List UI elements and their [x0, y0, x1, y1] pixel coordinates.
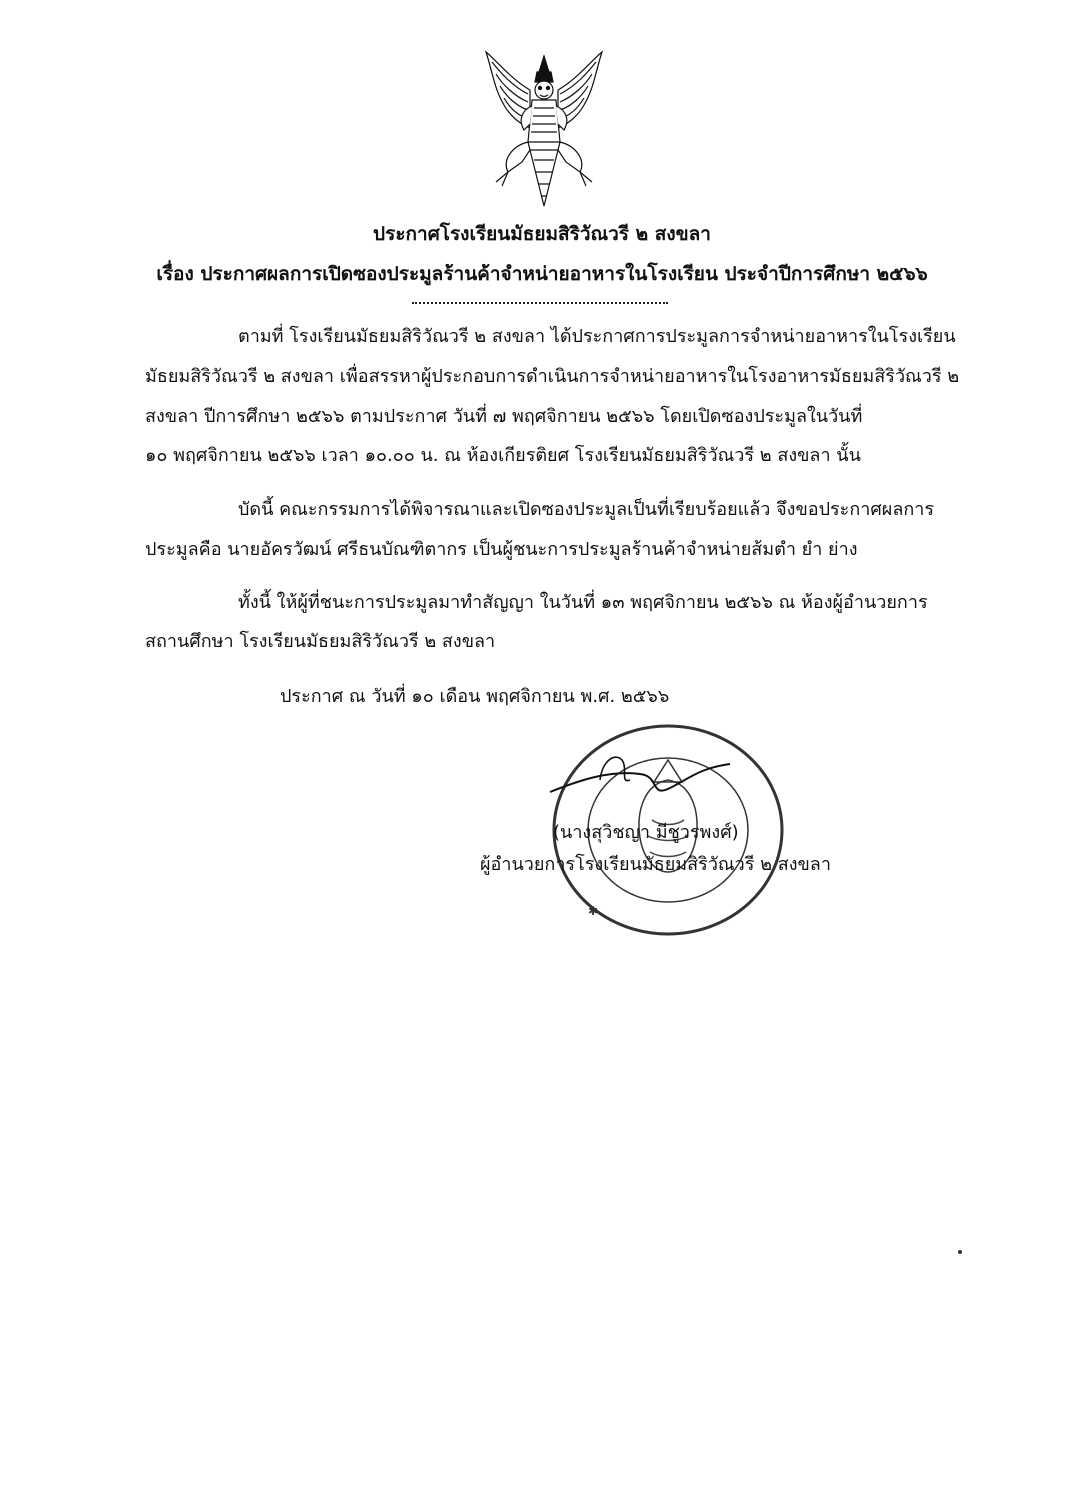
- paragraph-1-line-1: ตามที่ โรงเรียนมัธยมสิริวัณวรี ๒ สงขลา ได้ประกาศการประมูลการจำหน่ายอาหารในโรงเรียน: [238, 326, 956, 347]
- announcement-title: ประกาศโรงเรียนมัธยมสิริวัณวรี ๒ สงขลา: [373, 223, 711, 245]
- paragraph-2-line-2: ประมูลคือ นายอัครวัฒน์ ศรีธนบัณฑิตากร เป็นผู้ชนะการประมูลร้านค้าจำหน่ายส้มตำ ยำ ย่าง: [145, 539, 858, 560]
- paragraph-1-line-2: มัธยมสิริวัณวรี ๒ สงขลา เพื่อสรรหาผู้ประกอบการดำเนินการจำหน่ายอาหารในโรงอาหารมัธยมสิริวัณวรี ๒: [145, 366, 960, 387]
- dotted-separator: [412, 302, 668, 304]
- svg-text:✱: ✱: [588, 904, 599, 918]
- signer-name: (นางสุวิชญา มีชูวรพงศ์): [553, 822, 739, 843]
- scan-speck: [958, 1250, 962, 1254]
- paragraph-3-line-1: ทั้งนี้ ให้ผู้ที่ชนะการประมูลมาทำสัญญา ในวันที่ ๑๓ พฤศจิกายน ๒๕๖๖ ณ ห้องผู้อำนวยการ: [238, 592, 928, 613]
- announcement-date: ประกาศ ณ วันที่ ๑๐ เดือน พฤศจิกายน พ.ศ. ๒๕๖๖: [280, 686, 670, 707]
- paragraph-1-line-3: สงขลา ปีการศึกษา ๒๕๖๖ ตามประกาศ วันที่ ๗ พฤศจิกายน ๒๕๖๖ โดยเปิดซองประมูลในวันที่: [145, 406, 863, 427]
- garuda-emblem-icon: [482, 50, 606, 210]
- announcement-subject: เรื่อง ประกาศผลการเปิดซองประมูลร้านค้าจำหน่ายอาหารในโรงเรียน ประจำปีการศึกษา ๒๕๖๖: [156, 263, 928, 285]
- paragraph-3-line-2: สถานศึกษา โรงเรียนมัธยมสิริวัณวรี ๒ สงขลา: [145, 631, 496, 652]
- paragraph-1-line-4: ๑๐ พฤศจิกายน ๒๕๖๖ เวลา ๑๐.๐๐ น. ณ ห้องเกียรติยศ โรงเรียนมัธยมสิริวัณวรี ๒ สงขลา นั้น: [145, 445, 861, 466]
- paragraph-2-line-1: บัดนี้ คณะกรรมการได้พิจารณาและเปิดซองประมูลเป็นที่เรียบร้อยแล้ว จึงขอประกาศผลการ: [238, 499, 935, 520]
- signer-position: ผู้อำนวยการโรงเรียนมัธยมสิริวัณวรี ๒ สงขลา: [480, 854, 831, 875]
